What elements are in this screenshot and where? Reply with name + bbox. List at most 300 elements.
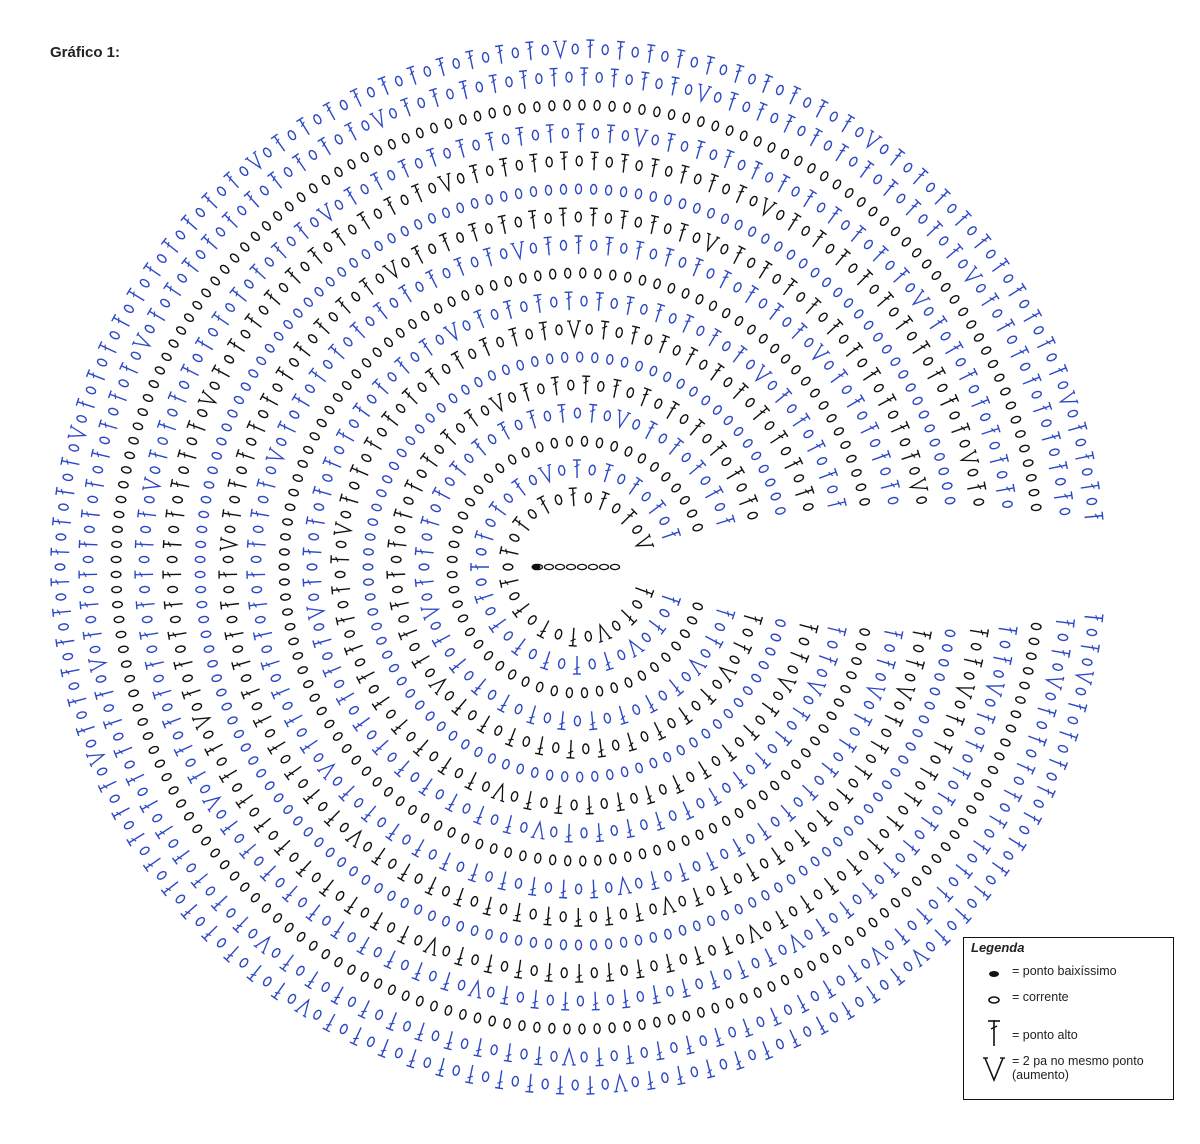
chain-stitch — [419, 564, 429, 570]
chain-stitch — [561, 772, 568, 782]
chain-stitch — [420, 812, 430, 823]
chain-stitch — [150, 466, 161, 474]
chain-stitch — [373, 978, 383, 989]
chain-stitch — [854, 996, 864, 1007]
double-crochet-stitch — [1007, 283, 1026, 299]
double-crochet-stitch — [892, 926, 910, 945]
chain-stitch — [175, 894, 186, 905]
double-crochet-stitch — [68, 694, 87, 706]
chain-stitch — [535, 682, 544, 693]
chain-stitch — [121, 466, 132, 474]
chain-stitch — [533, 102, 540, 112]
chain-stitch — [457, 614, 468, 623]
chain-stitch — [207, 466, 218, 474]
chain-stitch — [309, 594, 319, 601]
double-crochet-stitch — [247, 570, 265, 578]
double-crochet-stitch — [691, 945, 704, 965]
increase-stitch — [909, 946, 930, 967]
chain-stitch — [550, 686, 558, 697]
increase-stitch — [716, 662, 737, 683]
chain-stitch — [760, 233, 770, 244]
double-crochet-stitch — [539, 322, 549, 341]
double-crochet-stitch — [61, 666, 80, 677]
chain-stitch — [616, 473, 626, 484]
double-crochet-stitch — [81, 509, 100, 519]
double-crochet-stitch — [98, 778, 118, 793]
double-crochet-stitch — [618, 211, 628, 230]
chain-stitch — [758, 464, 769, 474]
chain-stitch — [241, 674, 252, 683]
double-crochet-stitch — [511, 478, 528, 497]
double-crochet-stitch — [1036, 783, 1056, 798]
chain-stitch — [695, 294, 704, 305]
chain-stitch — [340, 511, 351, 519]
double-crochet-stitch — [163, 570, 181, 578]
chain-stitch — [109, 794, 120, 804]
double-crochet-stitch — [526, 704, 539, 724]
double-crochet-stitch — [471, 563, 489, 571]
double-crochet-stitch — [390, 599, 409, 611]
chain-stitch — [452, 58, 460, 69]
chain-stitch — [161, 772, 172, 782]
chain-stitch — [685, 84, 693, 95]
double-crochet-stitch — [731, 64, 744, 84]
chain-stitch — [112, 601, 122, 608]
chain-stitch — [868, 917, 879, 928]
chain-stitch — [1023, 459, 1034, 467]
chain-stitch — [624, 1021, 631, 1031]
chain-stitch — [516, 160, 523, 170]
double-crochet-stitch — [626, 477, 643, 496]
round-6 — [363, 352, 786, 782]
chain-stitch — [736, 483, 747, 493]
chain-stitch — [333, 956, 343, 967]
double-crochet-stitch — [276, 367, 295, 384]
chain-stitch — [351, 368, 362, 379]
chain-stitch — [192, 353, 203, 363]
chain-stitch — [575, 940, 581, 950]
double-crochet-stitch — [1021, 373, 1041, 387]
chain-stitch — [223, 556, 233, 562]
double-crochet-stitch — [353, 714, 372, 731]
chain-stitch — [334, 199, 344, 210]
chain-stitch — [686, 509, 697, 519]
chain-stitch — [859, 628, 870, 636]
chain-stitch — [350, 291, 361, 302]
double-crochet-stitch — [944, 341, 964, 357]
double-crochet-stitch — [318, 137, 334, 157]
chain-stitch — [734, 903, 744, 914]
chain-stitch — [229, 871, 240, 882]
double-crochet-stitch — [79, 570, 97, 578]
chain-stitch — [626, 387, 635, 398]
double-crochet-stitch — [594, 293, 603, 312]
chain-stitch — [942, 482, 953, 490]
chain-stitch — [667, 283, 676, 294]
chain-stitch — [363, 564, 373, 570]
chain-stitch — [905, 383, 916, 393]
chain-stitch — [668, 810, 677, 821]
chain-stitch — [968, 384, 979, 393]
increase-stitch — [985, 679, 1004, 697]
chain-stitch — [818, 723, 829, 733]
chain-stitch — [167, 408, 178, 417]
chain-stitch — [734, 315, 744, 326]
double-crochet-stitch — [181, 901, 200, 919]
chain-stitch — [490, 1045, 498, 1055]
chain-stitch — [708, 823, 718, 834]
increase-stitch — [491, 782, 509, 802]
increase-stitch — [593, 623, 612, 643]
chain-stitch — [606, 157, 613, 167]
double-crochet-stitch — [992, 653, 1011, 665]
chain-stitch — [806, 163, 816, 174]
chain-stitch — [751, 957, 760, 968]
chain-stitch — [596, 438, 604, 448]
double-crochet-stitch — [140, 629, 159, 640]
double-crochet-stitch — [378, 1038, 392, 1058]
chain-stitch — [336, 266, 347, 277]
double-crochet-stitch — [730, 837, 746, 857]
double-crochet-stitch — [760, 700, 779, 717]
chain-stitch — [199, 616, 209, 623]
chain-stitch — [844, 187, 854, 198]
increase-stitch — [805, 677, 826, 697]
increase-stitch — [202, 792, 223, 812]
chain-stitch — [423, 66, 432, 77]
chain-stitch — [361, 357, 372, 368]
double-crochet-stitch — [818, 468, 838, 482]
chain-stitch — [86, 616, 96, 623]
double-crochet-stitch — [560, 152, 569, 170]
chain-stitch — [938, 235, 949, 246]
chain-stitch — [890, 357, 901, 367]
chain-stitch — [607, 995, 614, 1005]
chain-stitch — [253, 856, 264, 867]
chain-stitch — [624, 446, 633, 457]
double-crochet-stitch — [147, 308, 167, 324]
double-crochet-stitch — [730, 246, 745, 266]
chain-stitch — [211, 674, 222, 683]
double-crochet-stitch — [837, 736, 856, 753]
chain-stitch — [572, 1080, 578, 1090]
double-crochet-stitch — [715, 515, 735, 528]
chain-stitch — [649, 461, 660, 472]
chain-stitch — [838, 334, 849, 345]
chain-stitch — [909, 467, 920, 475]
increase-stitch — [744, 923, 764, 943]
double-crochet-stitch — [187, 420, 207, 434]
double-crochet-stitch — [634, 584, 654, 598]
chain-stitch — [348, 419, 359, 429]
double-crochet-stitch — [824, 319, 843, 337]
double-crochet-stitch — [944, 243, 963, 261]
double-crochet-stitch — [818, 652, 838, 666]
double-crochet-stitch — [358, 999, 373, 1019]
chain-stitch — [733, 282, 743, 293]
double-crochet-stitch — [528, 876, 538, 895]
double-crochet-stitch — [331, 555, 349, 564]
double-crochet-stitch — [412, 961, 426, 981]
double-crochet-stitch — [589, 879, 598, 897]
chain-stitch — [535, 442, 544, 453]
chain-stitch — [470, 256, 479, 267]
chain-stitch — [856, 483, 867, 491]
chain-stitch — [366, 394, 377, 405]
chain-stitch — [664, 871, 672, 882]
double-crochet-stitch — [292, 393, 312, 409]
chain-stitch — [958, 307, 969, 317]
chain-stitch — [799, 637, 810, 646]
chain-stitch — [775, 1038, 784, 1049]
double-crochet-stitch — [406, 1048, 419, 1068]
double-crochet-stitch — [839, 114, 855, 134]
chain-stitch — [109, 330, 120, 340]
chain-stitch — [528, 474, 538, 485]
chain-stitch — [236, 205, 247, 216]
legend-label: = corrente — [1012, 990, 1069, 1004]
double-crochet-stitch — [604, 237, 614, 256]
double-crochet-stitch — [601, 651, 614, 671]
chain-stitch — [199, 784, 210, 794]
chain-stitch — [309, 693, 320, 703]
chain-stitch — [464, 497, 475, 507]
double-crochet-stitch — [477, 714, 493, 734]
chain-stitch — [758, 660, 769, 670]
chain-stitch — [236, 466, 247, 474]
chain-stitch — [366, 1036, 375, 1047]
chain-stitch — [459, 114, 467, 125]
chain-stitch — [296, 931, 307, 942]
double-crochet-stitch — [719, 742, 737, 761]
double-crochet-stitch — [182, 686, 202, 699]
chain-stitch — [711, 120, 720, 131]
double-crochet-stitch — [910, 168, 928, 187]
chain-stitch — [449, 541, 460, 549]
chain-stitch — [906, 331, 917, 341]
chain-stitch — [395, 796, 406, 807]
double-crochet-stitch — [500, 985, 511, 1004]
chain-stitch — [653, 398, 663, 409]
chain-stitch — [112, 526, 122, 533]
chain-stitch — [931, 853, 942, 864]
double-crochet-stitch — [742, 285, 758, 304]
chain-stitch — [428, 849, 438, 860]
chain-stitch — [154, 366, 165, 376]
double-crochet-stitch — [695, 760, 711, 780]
chain-stitch — [485, 871, 493, 882]
chain-stitch — [285, 503, 296, 511]
chain-stitch — [816, 668, 827, 677]
round-15 — [111, 100, 1041, 1034]
chain-stitch — [139, 846, 150, 856]
round-9 — [279, 268, 870, 866]
chain-stitch — [829, 111, 839, 122]
double-crochet-stitch — [336, 690, 356, 706]
double-crochet-stitch — [928, 315, 947, 332]
double-crochet-stitch — [715, 606, 735, 619]
double-crochet-stitch — [247, 963, 264, 982]
chain-stitch — [621, 766, 629, 777]
chain-stitch — [339, 99, 349, 110]
chain-stitch — [698, 359, 708, 370]
chain-stitch — [800, 376, 811, 387]
chain-stitch — [745, 359, 756, 370]
chain-stitch — [999, 803, 1010, 813]
chain-stitch — [945, 497, 956, 505]
double-crochet-stitch — [914, 906, 932, 924]
chain-stitch — [400, 257, 410, 268]
increase-icon — [982, 1054, 1006, 1084]
chain-stitch — [195, 916, 206, 927]
double-crochet-stitch — [674, 49, 685, 68]
chain-stitch — [943, 728, 954, 737]
chain-stitch — [879, 144, 890, 155]
chain-stitch — [415, 281, 425, 292]
chain-stitch — [603, 411, 611, 422]
chain-stitch — [292, 474, 303, 483]
double-crochet-stitch — [426, 148, 440, 168]
chain-stitch — [295, 965, 305, 976]
double-crochet-stitch — [853, 763, 872, 780]
double-crochet-stitch — [620, 989, 630, 1008]
double-crochet-stitch — [792, 828, 810, 847]
chain-stitch — [566, 72, 572, 82]
double-crochet-stitch — [990, 258, 1009, 275]
chain-stitch — [641, 632, 652, 643]
chain-stitch — [551, 1051, 557, 1061]
chain-stitch — [611, 1051, 618, 1061]
chain-stitch — [273, 792, 284, 803]
chain-stitch — [279, 549, 289, 555]
chain-stitch — [966, 319, 977, 329]
double-crochet-stitch — [711, 1027, 724, 1047]
chain-stitch — [167, 556, 177, 562]
chain-stitch — [361, 120, 371, 131]
chain-stitch — [565, 856, 571, 866]
chain-stitch — [640, 304, 648, 315]
chain-stitch — [273, 331, 284, 342]
round-16 — [79, 68, 1074, 1066]
double-crochet-stitch — [645, 45, 655, 64]
chain-stitch — [435, 789, 445, 800]
double-crochet-stitch — [703, 633, 723, 649]
double-crochet-stitch — [633, 902, 644, 921]
chain-stitch — [296, 727, 307, 737]
chain-stitch — [923, 306, 934, 317]
chain-stitch — [361, 874, 371, 885]
double-crochet-stitch — [394, 357, 412, 376]
chain-stitch — [590, 240, 596, 250]
chain-stitch — [546, 770, 553, 780]
chain-stitch — [898, 755, 909, 765]
double-crochet-stitch — [966, 482, 985, 493]
chain-stitch — [307, 564, 317, 570]
chain-stitch — [264, 256, 275, 267]
chain-stitch — [597, 381, 604, 391]
chain-stitch — [847, 263, 858, 274]
double-crochet-stitch — [900, 450, 920, 463]
chain-stitch — [770, 112, 779, 123]
chain-stitch — [433, 303, 443, 314]
chain-stitch — [545, 883, 552, 893]
double-crochet-stitch — [465, 770, 480, 790]
double-crochet-stitch — [498, 215, 510, 234]
double-crochet-stitch — [399, 626, 419, 640]
chain-stitch — [487, 434, 497, 445]
chain-stitch — [516, 360, 524, 371]
chain-stitch — [514, 704, 523, 715]
double-crochet-stitch — [803, 298, 821, 317]
chain-stitch — [139, 556, 149, 562]
chain-stitch — [332, 776, 343, 787]
chain-stitch — [580, 268, 586, 278]
double-crochet-stitch — [464, 409, 481, 428]
chain-stitch — [609, 270, 616, 280]
increase-stitch — [659, 896, 677, 915]
chain-stitch — [534, 853, 541, 863]
double-crochet-stitch — [934, 884, 953, 902]
chain-stitch — [611, 298, 618, 308]
chain-stitch — [442, 207, 451, 218]
chain-stitch — [968, 469, 979, 477]
increase-stitch — [245, 151, 266, 172]
double-crochet-stitch — [623, 296, 634, 315]
chain-stitch — [423, 1057, 432, 1068]
chain-stitch — [723, 708, 734, 719]
chain-stitch — [362, 841, 373, 852]
increase-stitch — [757, 197, 777, 218]
double-crochet-stitch — [465, 1064, 477, 1083]
chain-stitch — [791, 186, 801, 197]
chain-stitch — [609, 1023, 616, 1033]
chain-stitch — [884, 644, 895, 652]
round-8 — [303, 292, 846, 842]
increase-stitch — [865, 681, 885, 700]
double-crochet-stitch — [857, 161, 874, 180]
chain-stitch — [734, 736, 745, 747]
chain-stitch — [252, 586, 262, 593]
chain-stitch — [722, 183, 731, 194]
double-crochet-stitch — [161, 879, 180, 896]
chain-stitch — [915, 780, 926, 790]
double-crochet-stitch — [687, 419, 705, 438]
chain-stitch — [637, 991, 644, 1001]
chain-stitch — [723, 377, 734, 388]
chain-stitch — [316, 418, 327, 428]
double-crochet-stitch — [350, 464, 370, 479]
chain-stitch — [615, 327, 623, 337]
double-crochet-stitch — [344, 122, 359, 142]
double-crochet-stitch — [557, 711, 567, 730]
chain-stitch — [414, 423, 425, 434]
chain-stitch — [417, 97, 426, 108]
chain-stitch — [282, 319, 293, 330]
double-crochet-stitch — [615, 41, 624, 60]
chain-stitch — [118, 481, 129, 489]
double-crochet-stitch — [574, 908, 582, 926]
chain-stitch — [427, 243, 436, 254]
chain-stitch — [778, 944, 788, 955]
double-crochet-stitch — [339, 783, 357, 801]
chain-stitch — [696, 325, 706, 336]
chain-stitch — [667, 840, 676, 851]
chain-stitch — [473, 746, 483, 757]
chain-stitch — [501, 961, 509, 972]
chain-stitch — [660, 471, 671, 482]
chain-stitch — [806, 960, 816, 971]
chain-stitch — [186, 862, 197, 873]
